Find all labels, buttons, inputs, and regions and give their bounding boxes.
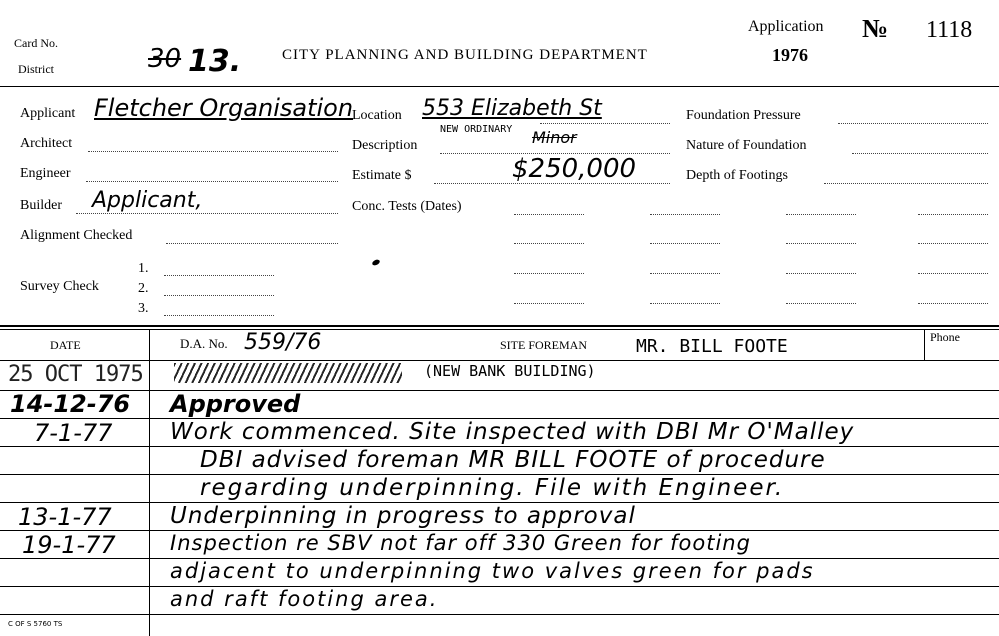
architect-label: Architect [20,136,73,151]
card-no-struck: 30 [148,44,182,74]
location-line [540,123,670,124]
card-no-value: 13. [188,44,242,79]
district-label: District [18,62,54,76]
builder-label: Builder [20,198,62,213]
conc-test-line-5 [650,214,720,215]
conc-test-line-2 [514,243,584,244]
log-text-6: Underpinning in progress to approval [170,503,636,529]
log-text-9: and raft footing area. [170,587,439,611]
foundation-pressure-line [838,123,988,124]
conc-test-line-3 [514,273,584,274]
architect-line [88,151,338,152]
survey-number-1: 1. [138,261,149,276]
survey-label: Survey Check [20,279,99,294]
log-date-2: 14-12-76 [10,390,131,418]
right-line-8 [918,303,988,304]
alignment-label: Alignment Checked [20,228,133,243]
conc-test-line-6 [650,243,720,244]
right-line-6 [918,273,988,274]
description-struck: Minor [532,128,577,147]
right-line-3 [786,243,856,244]
alignment-line [166,243,338,244]
estimate-line [434,183,670,184]
log-top-rule [0,325,999,327]
location-value: 553 Elizabeth St [422,96,602,121]
phone-divider [924,330,925,360]
log-text-3: Work commenced. Site inspected with DBI Mr O'Malley [170,419,855,445]
log-date-column-rule [149,329,150,636]
log-date-1: 25 OCT 1975 [8,362,143,387]
log-date-7: 19-1-77 [22,531,116,559]
nature-foundation-label: Nature of Foundation [686,138,807,153]
log-text-8: adjacent to underpinning two valves green for pads [170,559,815,583]
card-no-label: Card No. [14,36,58,50]
survey-number-3: 3. [138,301,149,316]
estimate-label: Estimate $ [352,168,412,183]
description-label: Description [352,138,418,153]
phone-label: Phone [930,330,960,344]
log-row-line-2 [0,390,999,391]
applicant-value: Fletcher Organisation [94,94,354,122]
da-label: D.A. No. [180,336,228,351]
log-date-3: 7-1-77 [34,419,113,447]
application-label: Application [748,18,824,35]
conc-test-line-4 [514,303,584,304]
estimate-value: $250,000 [512,154,637,184]
log-text-7: Inspection re SBV not far off 330 Green for footing [170,531,751,555]
survey-line-3 [164,315,274,316]
engineer-label: Engineer [20,166,71,181]
builder-value: Applicant, [92,188,203,213]
log-row-line-1 [0,360,999,361]
conc-test-line-8 [650,303,720,304]
da-value: 559/76 [244,330,322,355]
survey-line-2 [164,295,274,296]
log-row-line-10 [0,614,999,615]
conc-test-line-1 [514,214,584,215]
application-year: 1976 [772,45,808,65]
number-symbol: № [862,14,889,43]
right-line-4 [918,243,988,244]
applicant-label: Applicant [20,106,76,121]
right-line-2 [918,214,988,215]
form-code: C OF S 5760 TS [8,620,63,628]
conc-test-line-7 [650,273,720,274]
log-text-5: regarding underpinning. File with Engineer. [200,475,785,501]
application-number: 1118 [926,17,973,43]
log-row-line-9 [0,586,999,587]
site-foreman-label: SITE FOREMAN [500,338,588,352]
survey-line-1 [164,275,274,276]
header-divider [0,86,999,87]
department-title: CITY PLANNING AND BUILDING DEPARTMENT [282,47,648,63]
log-date-6: 13-1-77 [18,503,112,531]
depth-footings-line [824,183,988,184]
survey-number-2: 2. [138,281,149,296]
log-text-1: (NEW BANK BUILDING) [424,362,596,380]
nature-foundation-line [852,153,988,154]
foundation-pressure-label: Foundation Pressure [686,108,801,123]
depth-footings-label: Depth of Footings [686,168,788,183]
log-text-2: Approved [170,390,301,418]
site-foreman-value: MR. BILL FOOTE [636,336,788,357]
conc-tests-label: Conc. Tests (Dates) [352,199,462,214]
description-inserted: NEW ORDINARY [440,124,513,135]
ink-blot [371,259,380,267]
right-line-5 [786,273,856,274]
log-date-header: DATE [50,338,81,352]
right-line-1 [786,214,856,215]
builder-line [76,213,338,214]
log-text-4: DBI advised foreman MR BILL FOOTE of procedure [200,447,826,473]
location-label: Location [352,108,402,123]
struck-entry [174,363,402,383]
engineer-line [86,181,338,182]
right-line-7 [786,303,856,304]
